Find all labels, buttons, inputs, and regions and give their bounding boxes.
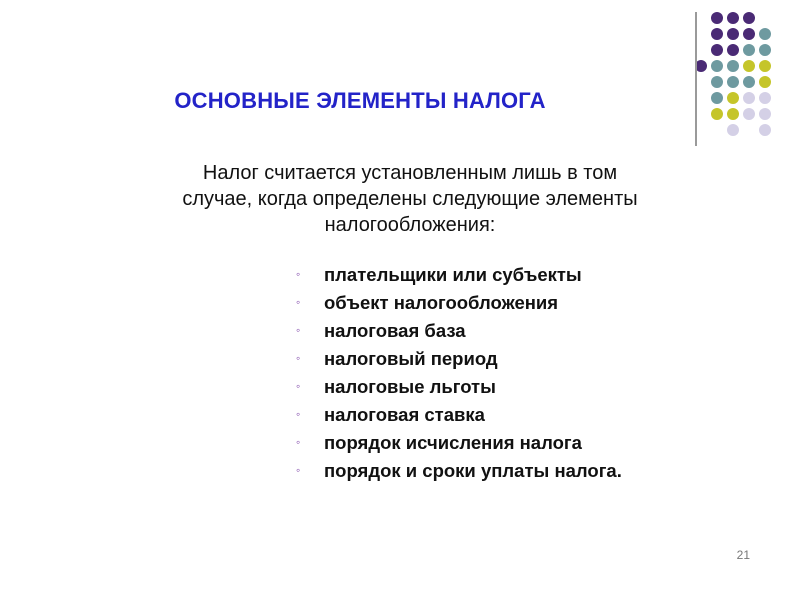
decorative-dot (727, 44, 739, 56)
decorative-dot (743, 60, 755, 72)
bullet-text: плательщики или субъекты (324, 264, 582, 285)
decorative-dot (743, 108, 755, 120)
decorative-dot (759, 44, 771, 56)
decorative-dot (727, 124, 739, 136)
bullet-circle-icon: ◦ (296, 267, 301, 281)
bullet-circle-icon: ◦ (296, 407, 301, 421)
decorative-dot (711, 60, 723, 72)
bullet-text: налоговая база (324, 320, 466, 341)
decorative-dot (727, 108, 739, 120)
bullet-circle-icon: ◦ (296, 435, 301, 449)
bullet-circle-icon: ◦ (296, 379, 301, 393)
elements-bullet-list (290, 262, 670, 486)
bullet-text: налоговая ставка (324, 404, 485, 425)
bullet-item (290, 262, 670, 287)
bullet-item (290, 346, 670, 371)
bullet-text: порядок исчисления налога (324, 432, 582, 453)
decorative-dot (711, 12, 723, 24)
decorative-dot (743, 28, 755, 40)
intro-paragraph: Налог считается установленным лишь в том случае, когда определены следующие элементы налогообложения: (182, 162, 638, 236)
decorative-dot (759, 28, 771, 40)
bullet-circle-icon: ◦ (296, 323, 301, 337)
decorative-dot (759, 76, 771, 88)
bullet-item (290, 374, 670, 399)
bullet-item (290, 402, 670, 427)
bullet-item (290, 458, 670, 483)
slide-title: ОСНОВНЫЕ ЭЛЕМЕНТЫ НАЛОГА (174, 88, 546, 113)
decorative-dot (711, 44, 723, 56)
decorative-dot (743, 76, 755, 88)
bullet-item (290, 430, 670, 455)
decorative-dot (711, 92, 723, 104)
decorative-dot (743, 44, 755, 56)
vertical-divider-line (695, 12, 697, 146)
bullet-circle-icon: ◦ (296, 463, 301, 477)
decorative-dot (727, 12, 739, 24)
decorative-dot (759, 108, 771, 120)
decorative-dot (727, 28, 739, 40)
bullet-item (290, 290, 670, 315)
decorative-dot (743, 92, 755, 104)
decorative-dot (759, 92, 771, 104)
bullet-item (290, 318, 670, 343)
decorative-dot (727, 76, 739, 88)
bullet-text: порядок и сроки уплаты налога. (324, 460, 622, 481)
decorative-dot (759, 60, 771, 72)
decorative-dot (727, 60, 739, 72)
bullet-circle-icon: ◦ (296, 295, 301, 309)
bullet-circle-icon: ◦ (296, 351, 301, 365)
page-number: 21 (736, 548, 750, 562)
bullet-text: налоговые льготы (324, 376, 496, 397)
bullet-text: налоговый период (324, 348, 498, 369)
decorative-dot (711, 28, 723, 40)
decorative-dot (743, 12, 755, 24)
decorative-dot (759, 124, 771, 136)
decorative-dot (727, 92, 739, 104)
bullet-text: объект налогообложения (324, 292, 559, 313)
decorative-dot (711, 108, 723, 120)
decorative-dot (711, 76, 723, 88)
decorative-dot-grid (0, 0, 800, 140)
